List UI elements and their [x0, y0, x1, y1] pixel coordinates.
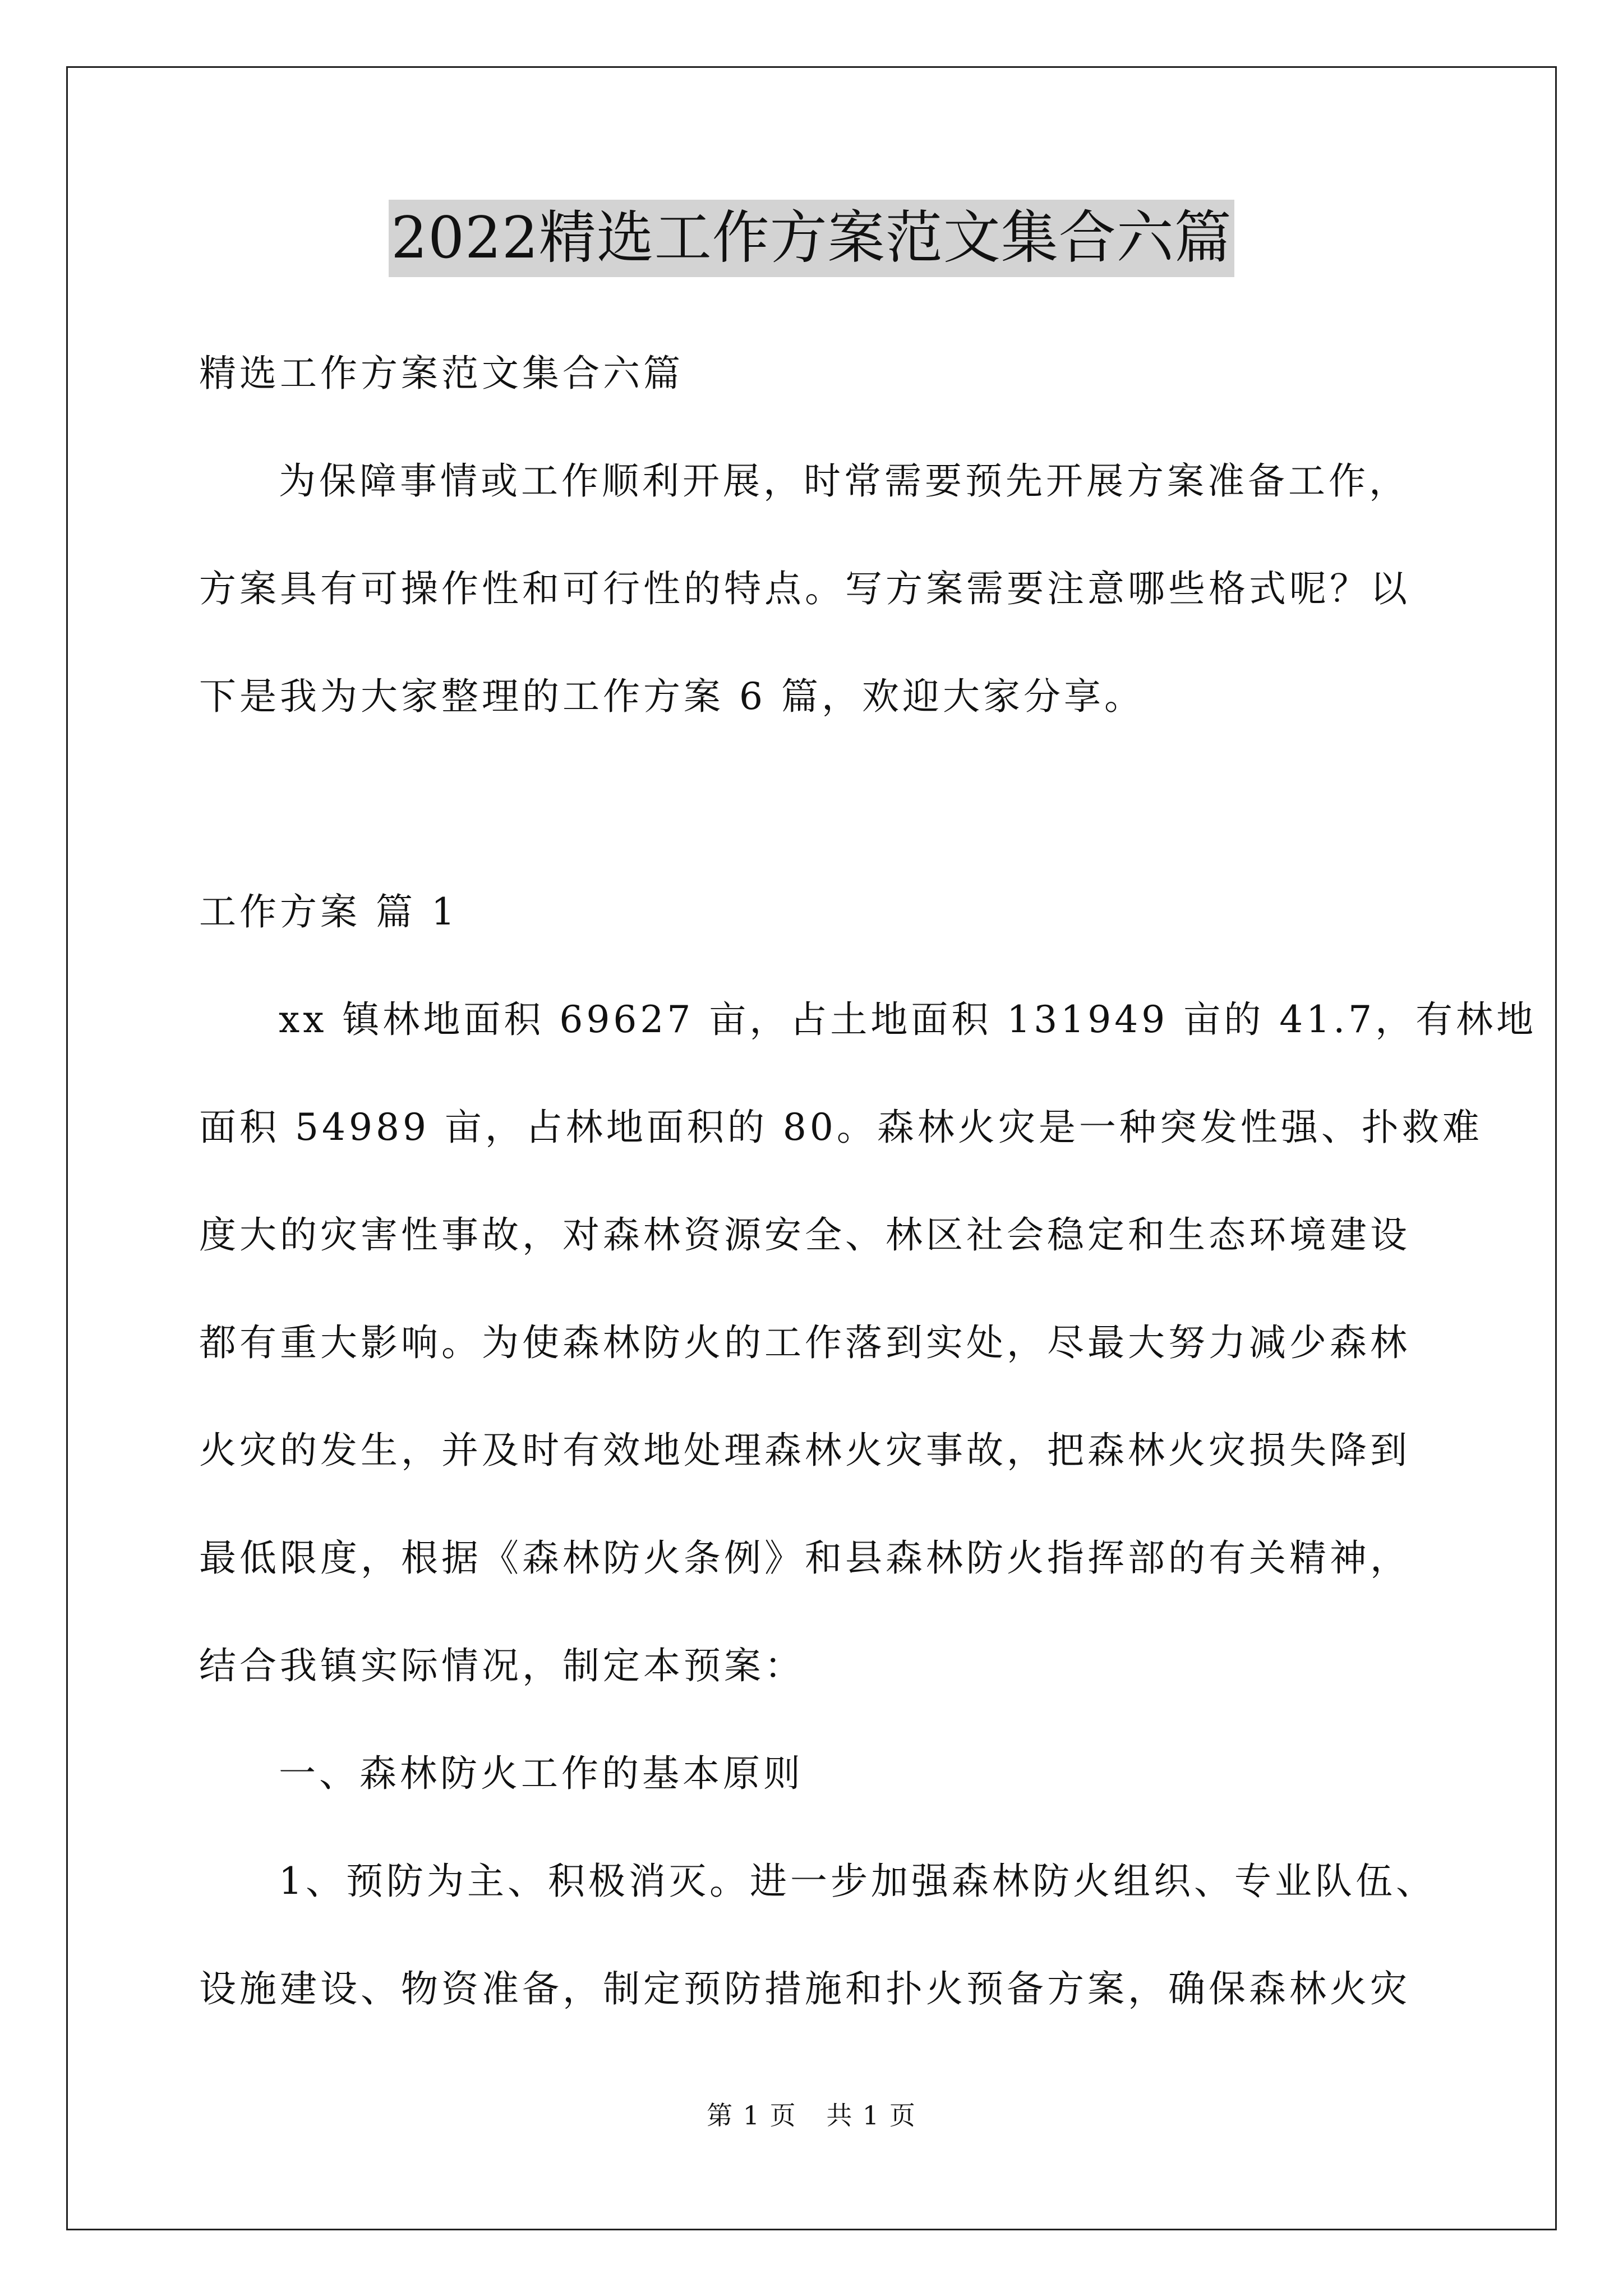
intro-line-3: 下是我为大家整理的工作方案 6 篇，欢迎大家分享。 — [199, 675, 1145, 718]
intro-line-2: 方案具有可操作性和可行性的特点。写方案需要注意哪些格式呢？以 — [199, 567, 1410, 610]
title-container — [0, 200, 1623, 277]
page-footer — [0, 2095, 1623, 2132]
intro-line-1: 为保障事情或工作顺利开展，时常需要预先开展方案准备工作， — [279, 459, 1409, 503]
page-number-total: 共 1 页 — [826, 2100, 916, 2131]
body-line-4: 都有重大影响。为使森林防火的工作落到实处，尽最大努力减少森林 — [199, 1321, 1410, 1364]
subtitle-line: 精选工作方案范文集合六篇 — [199, 352, 684, 395]
principle-line-2: 设施建设、物资准备，制定预防措施和扑火预备方案，确保森林火灾 — [199, 1967, 1410, 2010]
document-title: 2022精选工作方案范文集合六篇 — [389, 200, 1234, 277]
body-line-6: 最低限度，根据《森林防火条例》和县森林防火指挥部的有关精神， — [199, 1536, 1410, 1580]
body-line-2: 面积 54989 亩，占林地面积的 80。森林火灾是一种突发性强、扑救难 — [199, 1106, 1483, 1149]
section-heading-1: 工作方案 篇 1 — [199, 890, 458, 933]
principle-line-1: 1、预防为主、积极消灭。进一步加强森林防火组织、专业队伍、 — [279, 1860, 1436, 1903]
principle-heading: 一、森林防火工作的基本原则 — [279, 1752, 804, 1795]
body-line-3: 度大的灾害性事故，对森林资源安全、林区社会稳定和生态环境建设 — [199, 1213, 1410, 1257]
document-body — [199, 320, 1537, 2043]
page-number-current: 第 1 页 — [707, 2100, 797, 2131]
body-line-7: 结合我镇实际情况，制定本预案： — [199, 1644, 805, 1687]
body-line-5: 火灾的发生，并及时有效地处理森林火灾事故，把森林火灾损失降到 — [199, 1429, 1410, 1472]
spacer — [199, 751, 1433, 858]
body-line-1: xx 镇林地面积 69627 亩，占土地面积 131949 亩的 41.7，有林地 — [279, 998, 1537, 1041]
